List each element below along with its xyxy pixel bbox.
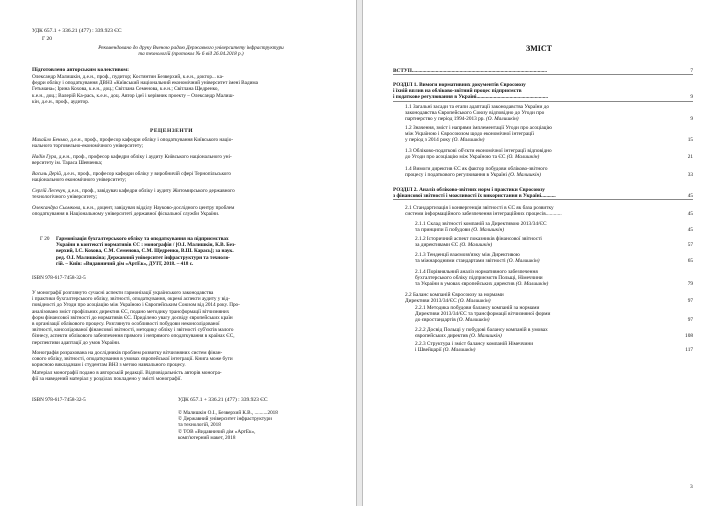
reviewers-heading: РЕЦЕНЗЕНТИ bbox=[150, 128, 194, 134]
toc-entry-title: 2.1.3 Тенденції взаємозв'язку між Директивою та міжнародними стандартами звітності (О. Малишкін) bbox=[415, 252, 540, 265]
toc-entry-title: 2.2 Баланс компаній Євросоюзу за нормами Директиви 2013/34/ЄС (О. Малишкін) bbox=[405, 292, 504, 305]
toc-entry-title: 2.2.1 Методика побудови балансу компаній за нормами Директиви 2013/34/ЄС та трансформації вітчизняної форми до євростандартів (О. Малишкін) bbox=[415, 305, 551, 324]
copyright-block: © Малишкін О.І., Безверхий К.В., ..........2018 © Державний університет інфраструктури та технологій, 2018 © ТОВ «Видавничий дім «АртЕк», комп'ютерний макет, 2018 bbox=[178, 410, 278, 441]
toc-entry-page: 117 bbox=[685, 347, 693, 354]
toc-entry-author: (О. Малишкін) bbox=[507, 172, 541, 179]
toc-entry-author: (О. Малишкін) bbox=[505, 154, 540, 161]
reviewer-4 bbox=[32, 188, 342, 200]
reviewer-3 bbox=[32, 171, 342, 183]
right-page bbox=[362, 0, 720, 506]
toc-entry-page: 79 bbox=[687, 281, 693, 288]
toc-entry bbox=[415, 236, 693, 248]
abstract-paragraph-3: Матеріал монографії подано в авторській редакції. Відповідальність авторів моногра- фії за наведений матеріал у розділах покладено у змісті монографії. bbox=[32, 370, 222, 383]
reviewer-name: Василь Дерій bbox=[32, 171, 61, 177]
reviewer-info: , к.е.н., доцент, завідувач відділу Науково-дослідного центру проблем оподаткування в Національному університеті державної фіскальної служби України. bbox=[32, 205, 235, 218]
toc-entry-author: (О. Малишкін) bbox=[455, 317, 490, 324]
reviewer-2 bbox=[32, 154, 342, 166]
toc-entry-title: 1.3 Обліково-податкові об'єкти економічної інтеграції відповідно до Угоди про асоціацію між Україною та ЄС (О. Малишкін) bbox=[405, 148, 552, 161]
toc-title: ЗМІСТ bbox=[526, 44, 552, 53]
toc-entry-author: (О. Малишкін) bbox=[450, 137, 485, 144]
toc-entry bbox=[405, 205, 693, 217]
toc-entry-page: 97 bbox=[687, 317, 693, 324]
toc-entry-page: 9 bbox=[690, 116, 693, 123]
toc-entry-page: 7 bbox=[690, 68, 693, 74]
recommendation-note: Рекомендовано до друку Вченою радою Державного університету інфраструктури та технологій (протокол № 6 від 26.04.2018 р.) bbox=[98, 45, 284, 58]
toc-entry-title: РОЗДІЛ 2. Аналіз обліково-звітних норм і практики Євросоюзу з фінансової звітності і можливості їх використання в Україні........... bbox=[393, 187, 556, 200]
toc-entry-page: 45 bbox=[687, 193, 693, 200]
toc-entry-page: 65 bbox=[687, 258, 693, 265]
toc-entry bbox=[415, 269, 693, 288]
reviewer-name: Олександра Сьомкова bbox=[32, 205, 81, 211]
udk-code-bottom: УДК 657.1 + 336.21 (477) : 339.923 ЄС bbox=[178, 397, 268, 403]
toc-entry-author: (О. Малишкін) bbox=[441, 347, 476, 354]
g20-entry-code: Г 20 bbox=[40, 236, 50, 242]
toc-entry-page: 45 bbox=[687, 227, 693, 234]
toc-entry bbox=[405, 148, 693, 160]
toc-entry-author: (О. Малишкін) bbox=[458, 242, 493, 249]
toc-entry-page: 97 bbox=[687, 298, 693, 305]
toc-entry bbox=[405, 292, 693, 304]
toc-entry bbox=[415, 305, 693, 324]
abstract-paragraph-2: Монографія розрахована на дослідників проблем розвитку вітчизняних систем фінан- сового обліку, звітності, оподаткування в умовах європейської інтеграції. Книга може бути корисною викладачам і студентам ВНЗ з метою навчального процесу. bbox=[32, 350, 233, 369]
reviewer-5 bbox=[32, 205, 342, 217]
toc-entry-page: 15 bbox=[687, 137, 693, 144]
toc-entry-page: 9 bbox=[690, 94, 693, 101]
toc-entry-page: 108 bbox=[685, 333, 693, 340]
toc-entry bbox=[415, 341, 693, 353]
toc-entry-title: 1.4 Вимоги директив ЄС як фактор побудови обліково-звітного процесу і податкового регулювання в Україні (О. Малишкін) bbox=[405, 166, 548, 179]
reviewer-info: , д.е.н., проф., професор кафедри обліку і оподаткування Київського націо- нального торговельно-економічного університету; bbox=[32, 137, 234, 150]
isbn-bottom: ISBN 978-617-7458-32-5 bbox=[32, 397, 86, 403]
bibliographic-entry: Гармонізація бухгалтерського обліку та оподаткування на підприємствах України в контексті нормативів ЄС : монографія / [О.І. Малишкін, К.В. Без- верхий, І.С. Кохова, С.М. Семенова, С.М. Щедренко, В.Ш. Карась]; за наук. ред. О.І. Малишкіна; Державний університет інфраструктури та техноло- гій. – Київ: «Видавничий дім «АртЕк», ДУІТ, 2018. – 418 с. bbox=[56, 236, 236, 267]
toc-entry bbox=[393, 68, 693, 75]
toc-entry-title: РОЗДІЛ 1. Вимоги нормативних документів Євросоюзу і їхній вплив на обліково-звітний процес підприємств і податкове регулювання в Україні...................................................... bbox=[393, 82, 548, 101]
toc-entry-page: 45 bbox=[687, 211, 693, 218]
toc-entry-title: 2.1 Стандартизація і конвергенція звітності в ЄС як база розвитку системи інформаційного забезпечення інтеграційних процесів............ bbox=[405, 205, 562, 218]
toc-entry-author: (О. Малишкін) bbox=[505, 258, 540, 265]
toc-entry-author: (О. Малишкін) bbox=[467, 333, 502, 340]
toc-entry bbox=[415, 221, 693, 233]
toc-entry-title: 2.2.2 Досвід Польщі у побудові балансу компаній в умовах європейських директив (О. Малишкін) bbox=[415, 327, 548, 340]
abstract-paragraph-1: У монографії розглянуто сучасні аспекти гармонізації українського законодавства і практики бухгалтерського обліку, звітності, оподаткування, окремі аспекти аудиту у від- повідності до Угоди про асоціацію між Україною і Європейським Союзом від 2014 року. Про- аналізовано зміст профільних директив ЄС, подано методику трансформації вітчизняних форм фінансової звітності до нормативів ЄС. Приділено увагу досвіду європейських країн в організації облікового процесу. Розглянуто особливості побудови неконсолідованої звітності, консолідованої фінансової звітності, методику обліку і звітності суб'єктів малого бізнесу, аспекти облікового забезпечення прямого і непрямого оподаткування в країнах ЄС, перспективи адаптації до умов України. bbox=[32, 290, 240, 346]
authors-heading: Підготовлено авторським колективом: bbox=[32, 67, 129, 73]
toc-entry bbox=[415, 252, 693, 264]
toc-entry-author: (О. Малишкін) bbox=[514, 281, 549, 288]
toc-entry-title: 2.1.2 Історичний аспект показників фінансової звітності за директивами ЄС (О. Малишкін) bbox=[415, 236, 542, 249]
reviewer-name: Михайло Бенько bbox=[32, 137, 68, 143]
reviewer-info: , д.е.н., проф., професор кафедри обліку у виробничій сфері Тернопільського національного економічного університету; bbox=[32, 171, 231, 184]
toc-entry-title: 1.2 Значення, зміст і напрями імплементації Угоди про асоціацію між Україною і Євросоюзом щодо економічної інтеграції у період з 2014 року (О. Малишкін) bbox=[405, 125, 552, 144]
toc-entry-page: 33 bbox=[687, 172, 693, 179]
toc-entry-title: 1.1 Загальні засади та етапи адаптації законодавства України до законодавства Європейського Союзу відповідно до Угоди про партнерство у період 1994-2013 рр. (О. Малишкін) bbox=[405, 104, 550, 123]
toc-entry-title: 2.1.4 Порівняльний аналіз нормативного забезпечення бухгалтерського обліку підприємств Польщі, Німеччини та України в умовах європейських директив (О. Малишкін) bbox=[415, 269, 549, 288]
isbn-top: ISBN 978-617-7458-32-5 bbox=[32, 275, 86, 281]
g20-code: Г 20 bbox=[42, 36, 53, 42]
toc-entry-page: 57 bbox=[687, 242, 693, 249]
toc-entry bbox=[393, 187, 693, 200]
toc-entry-author: (О. Малишкін) bbox=[456, 298, 491, 305]
toc-entry bbox=[415, 327, 693, 339]
toc-entry bbox=[393, 82, 693, 102]
toc-entry-page: 21 bbox=[687, 154, 693, 161]
toc-entry-title: 2.1.1 Склад звітності компаній за Директивою 2013/34/ЄС та принципи її побудови (О. Малишкін) bbox=[415, 221, 547, 234]
left-page bbox=[0, 0, 357, 506]
authors-text: Олександр Малишкін, д.е.н., проф., пудитор; Костянтин Безверхий, к.е.н., доктор... ка- федри обліку і оподаткування ДВНЗ «Київський національний економічний університет імені Вадима Гетьмана»; Ірина Кохова, к.е.н., доц.; Світлана Семенова, к.е.н.; Світлана Щедренко, к.е.н., доц.; Валерій Ка-рась, к.е.н., доц. Автор ідеї і керівник проекту – Олександр Малиш- кін, д.е.н., проф., аудитор. bbox=[32, 74, 258, 105]
reviewer-1 bbox=[32, 137, 342, 149]
page-number: 3 bbox=[690, 484, 693, 490]
toc-entry-title: ВСТУП...................................................................................................... bbox=[393, 68, 547, 74]
toc-entry bbox=[405, 125, 693, 144]
toc-entry bbox=[405, 104, 693, 123]
reviewer-info: , д.е.н., проф., завідувач кафедри обліку і аудиту Житомирського державного технологічного університету; bbox=[32, 188, 235, 201]
toc-entry bbox=[405, 166, 693, 178]
toc-entry-author: (О. Малишкін) bbox=[470, 227, 504, 234]
reviewer-name: Сергій Лесечук bbox=[32, 188, 66, 194]
toc-entry-author: (О. Малишкін) bbox=[484, 116, 519, 123]
toc-entry-title: 2.2.3 Структура і зміст балансу компаній Німеччини і Швейцарії (О. Малишкін) bbox=[415, 341, 534, 354]
reviewer-info: , д.е.н., проф., професор кафедри обліку і аудиту Київського національного уні- верситету ім. Тараса Шевченка; bbox=[32, 154, 232, 167]
reviewer-name: Надія Гура bbox=[32, 154, 57, 160]
udk-code: УДК 657.1 + 336.21 (477) : 339.923 ЄС bbox=[32, 28, 122, 34]
